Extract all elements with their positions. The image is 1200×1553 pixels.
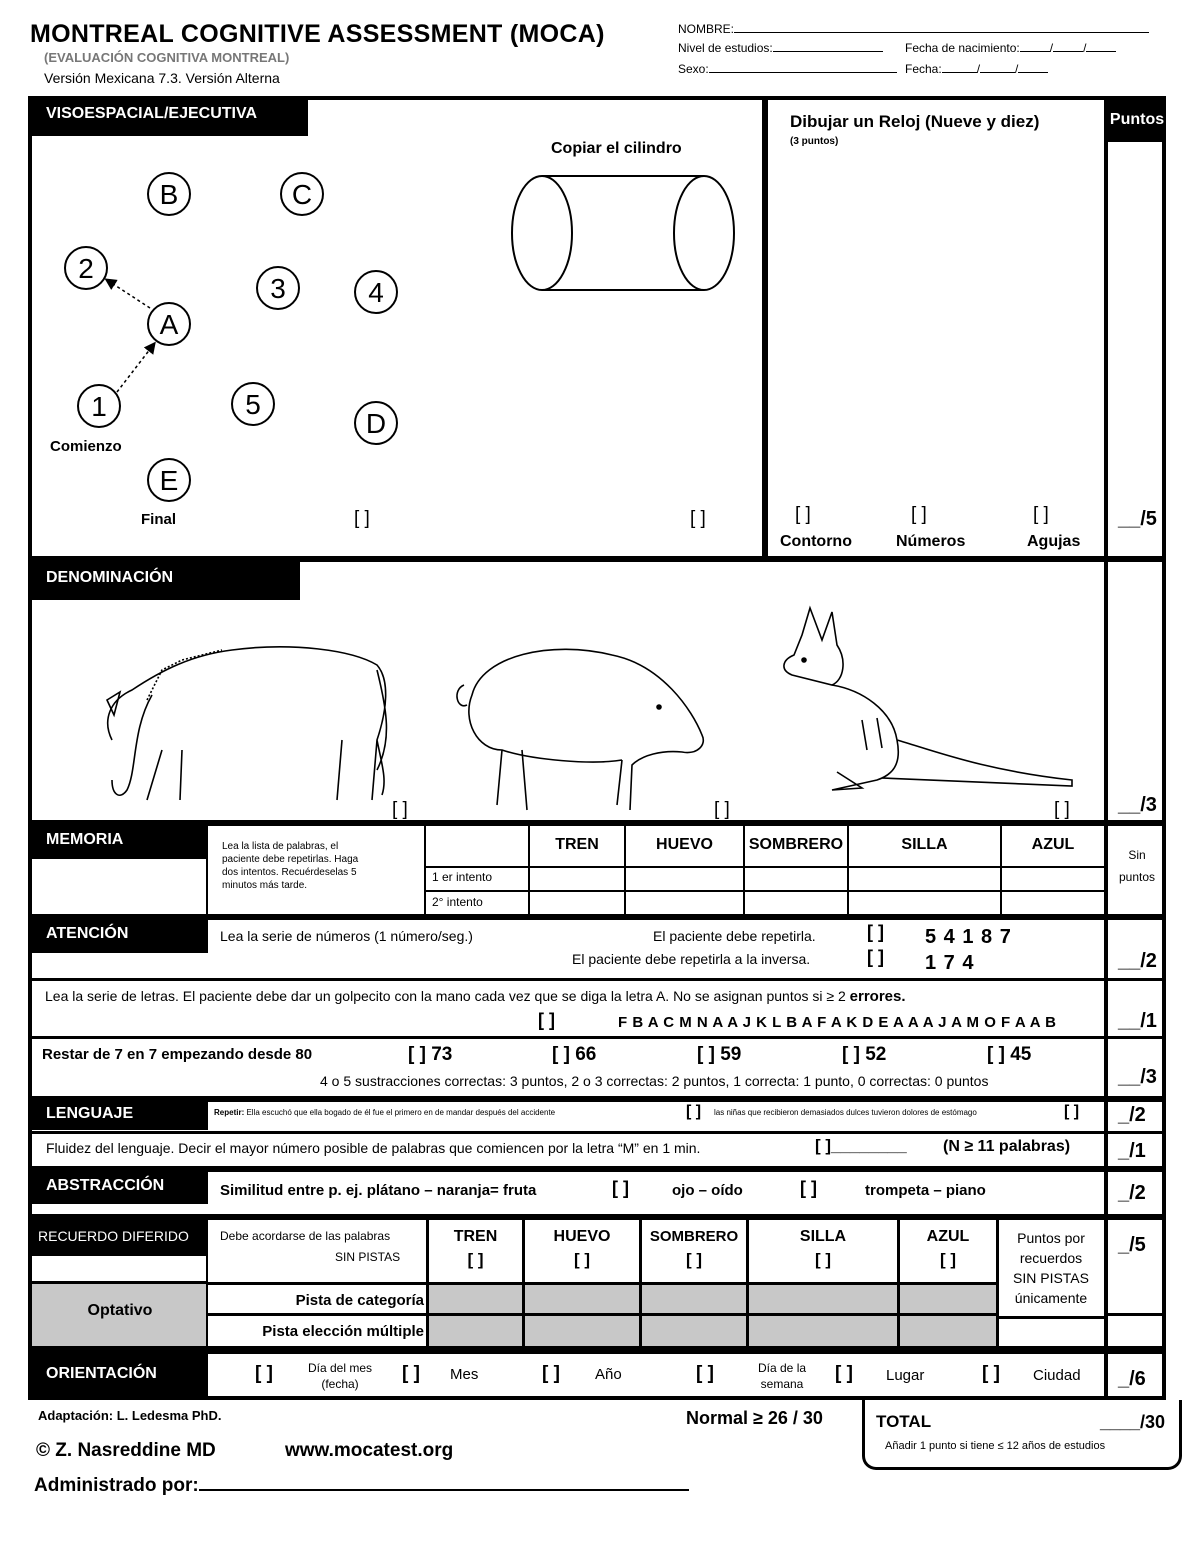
word-tren: TREN	[555, 836, 599, 853]
divider	[1108, 556, 1166, 562]
section-denominacion: DENOMINACIÓN	[32, 562, 300, 600]
word-huevo: HUEVO	[656, 836, 713, 853]
divider	[32, 1131, 1104, 1134]
serial-45[interactable]: [ ] 45	[987, 1044, 1032, 1065]
name-label: NOMBRE:	[678, 22, 735, 36]
ojo-oido: ojo – oído	[672, 1182, 743, 1199]
name-field[interactable]	[678, 22, 1149, 36]
divider	[998, 1316, 1104, 1319]
orient-lugar-bracket[interactable]: [ ]	[835, 1363, 853, 1384]
recuerdo-blank	[32, 1256, 208, 1284]
orient-ano-bracket[interactable]: [ ]	[542, 1363, 560, 1384]
birthdate-field[interactable]: Fecha de nacimiento: / /	[905, 41, 1116, 55]
clock-subtitle: (3 puntos)	[790, 136, 839, 147]
restar-label: Restar de 7 en 7 empezando desde 80	[42, 1046, 313, 1063]
fluidez-label: Fluidez del lenguaje. Decir el mayor número posible de palabras que comiencen por la letra “M” en 1 min.	[46, 1140, 701, 1156]
fluidez-n: (N ≥ 11 palabras)	[943, 1138, 1071, 1155]
contorno-bracket[interactable]: [ ]	[795, 504, 811, 525]
atencion-score-3[interactable]: __/3	[1118, 1066, 1157, 1088]
memoria-blank	[32, 859, 208, 914]
divider	[32, 978, 1104, 981]
section-visuoespacial: VISOESPACIAL/EJECUTIVA	[32, 100, 308, 136]
section-abstraccion: ABSTRACCIÓN	[32, 1172, 208, 1204]
recuerdo-grid	[208, 1220, 998, 1346]
trail-making-area	[32, 136, 762, 556]
cylinder-label: Copiar el cilindro	[551, 140, 682, 157]
optativo-label: Optativo	[87, 1302, 153, 1319]
divider	[1108, 1166, 1166, 1172]
puntos-header: Puntos	[1108, 96, 1166, 142]
orient-dia-label: Día del mes (fecha)	[308, 1361, 373, 1391]
total-label: TOTAL	[876, 1412, 932, 1431]
divider	[1108, 1313, 1166, 1316]
puntos-label: puntos	[1118, 870, 1156, 884]
comienzo-label: Comienzo	[50, 438, 122, 455]
intento2-label: 2° intento	[432, 895, 483, 909]
clock-divider	[762, 100, 768, 558]
page-subtitle: (EVALUACIÓN COGNITIVA MONTREAL)	[44, 50, 290, 65]
page-title: MONTREAL COGNITIVE ASSESSMENT (MOCA)	[30, 20, 605, 48]
clock-title: Dibujar un Reloj (Nueve y diez)	[790, 112, 1040, 131]
recuerdo-instr-1: Debe acordarse de las palabras	[220, 1229, 391, 1243]
lenguaje-score-2[interactable]: _/1	[1118, 1140, 1146, 1162]
letras-bracket[interactable]: [ ]	[538, 1010, 555, 1030]
abstraccion-score[interactable]: _/2	[1118, 1182, 1146, 1204]
denom-score[interactable]: __/3	[1118, 794, 1157, 816]
lea-numeros: Lea la serie de números (1 número/seg.)	[220, 928, 473, 944]
trail-node-1: 1	[91, 391, 107, 422]
recall-word-huevo: HUEVO	[553, 1228, 611, 1245]
trail-arrow-a-2	[107, 280, 150, 308]
pista-multiple-label: Pista elección múltiple	[262, 1323, 424, 1340]
sin-label: Sin	[1128, 848, 1146, 862]
pig-drawing	[457, 649, 703, 810]
divider	[1108, 978, 1166, 981]
trail-node-5: 5	[245, 389, 261, 420]
recall-bracket-azul[interactable]: [ ]	[939, 1250, 957, 1269]
adaptacion-label: Adaptación: L. Ledesma PhD.	[38, 1408, 222, 1423]
digits-bwd-bracket[interactable]: [ ]	[867, 947, 884, 967]
similitud-example: Similitud entre p. ej. plátano – naranja= fruta	[220, 1182, 537, 1199]
date-field[interactable]: Fecha: / /	[905, 62, 1048, 76]
recall-word-tren: TREN	[453, 1228, 498, 1245]
cylinder-drawing	[512, 176, 734, 290]
trompeta-piano: trompeta – piano	[865, 1182, 986, 1199]
repetir-label: El paciente debe repetirla.	[653, 928, 816, 944]
trail-node-3: 3	[270, 273, 286, 304]
birthdate-label: Fecha de nacimiento:	[905, 41, 1020, 55]
memoria-table	[426, 826, 1104, 914]
memoria-instructions: Lea la lista de palabras, el paciente debe repetirlas. Haga dos intentos. Recuérdeselas 5 minutos más tarde.	[208, 826, 426, 914]
section-atencion: ATENCIÓN	[32, 920, 208, 953]
education-label: Nivel de estudios:	[678, 41, 773, 55]
divider	[1108, 1131, 1166, 1134]
recuerdo-instr-2: SIN PISTAS	[335, 1250, 401, 1264]
numeros-label: Números	[896, 533, 966, 550]
trail-node-e: E	[159, 465, 179, 496]
letras-series: F B A C M N A A J K L B A F A K D E A A A J A M O F A A B	[618, 1014, 1057, 1031]
recall-bracket-sombrero[interactable]: [ ]	[685, 1250, 703, 1269]
points-divider	[1104, 96, 1108, 1400]
sex-field[interactable]	[678, 62, 897, 76]
orient-mes-label: Mes	[450, 1366, 479, 1383]
orient-ciudad-bracket[interactable]: [ ]	[982, 1363, 1000, 1384]
kangaroo-drawing	[784, 608, 1072, 790]
repetir-inversa-label: El paciente debe repetirla a la inversa.	[572, 951, 811, 967]
trompeta-bracket[interactable]: [ ]	[800, 1178, 817, 1198]
education-field[interactable]	[678, 41, 883, 55]
pig-score-bracket[interactable]: [ ]	[714, 799, 730, 820]
sex-label: Sexo:	[678, 62, 709, 76]
recuerdo-score[interactable]: _/5	[1118, 1234, 1146, 1256]
date-label: Fecha:	[905, 62, 942, 76]
trail-node-b: B	[159, 179, 179, 210]
agujas-label: Agujas	[1027, 533, 1081, 550]
frase1-bracket[interactable]: [ ]	[686, 1103, 702, 1120]
ojo-bracket[interactable]: [ ]	[612, 1178, 629, 1198]
copyright: © Z. Nasreddine MD	[36, 1440, 216, 1461]
total-score[interactable]: ____/30	[1100, 1412, 1166, 1432]
orient-ano-label: Año	[595, 1366, 622, 1383]
section-recuerdo: RECUERDO DIFERIDO	[32, 1220, 208, 1256]
trail-arrow-1-a	[117, 344, 154, 392]
recall-bracket-tren[interactable]: [ ]	[467, 1250, 484, 1269]
serial-52[interactable]: [ ] 52	[842, 1044, 887, 1065]
normal-cutoff: Normal ≥ 26 / 30	[686, 1408, 823, 1428]
digits-backward: 1 7 4	[925, 952, 975, 974]
atencion-score-2[interactable]: __/1	[1118, 1010, 1157, 1032]
kangaroo-score-bracket[interactable]: [ ]	[1054, 799, 1070, 820]
orient-dia-bracket[interactable]: [ ]	[255, 1363, 273, 1384]
serial-73[interactable]: [ ] 73	[408, 1044, 453, 1065]
atencion-score-1[interactable]: __/2	[1118, 950, 1157, 972]
recall-word-sombrero: SOMBRERO	[649, 1228, 739, 1245]
administrado-field[interactable]: Administrado por:	[34, 1475, 689, 1497]
version-label: Versión Mexicana 7.3. Versión Alterna	[44, 70, 280, 86]
trail-node-4: 4	[368, 277, 384, 308]
divider	[32, 1346, 1104, 1354]
serial-59[interactable]: [ ] 59	[697, 1044, 742, 1065]
serial-66[interactable]: [ ] 66	[552, 1044, 597, 1065]
fluidez-input[interactable]: [ ]________	[815, 1136, 907, 1155]
recall-word-silla: SILLA	[799, 1228, 847, 1245]
divider	[1108, 1214, 1166, 1220]
lenguaje-score-1[interactable]: _/2	[1118, 1104, 1146, 1126]
section-lenguaje: LENGUAJE	[32, 1102, 208, 1130]
final-label: Final	[141, 511, 177, 528]
orientacion-score[interactable]: _/6	[1118, 1368, 1146, 1390]
donkey-score-bracket[interactable]: [ ]	[392, 799, 408, 820]
repetir-frases: Repetir: Ella escuchó que ella bogado de él fue el primero en de mandar después del accidente	[214, 1108, 556, 1117]
cylinder-score-bracket[interactable]: [ ]	[690, 508, 706, 529]
word-sombrero: SOMBRERO	[748, 836, 844, 853]
naming-animals	[32, 600, 1104, 820]
divider	[32, 1036, 1104, 1039]
orient-semana-label: Día de la semana	[758, 1361, 807, 1391]
word-azul: AZUL	[1031, 836, 1075, 853]
digits-forward: 5 4 1 8 7	[925, 926, 1012, 948]
anadir-note: Añadir 1 punto si tiene ≤ 12 años de estudios	[885, 1440, 1106, 1452]
numeros-bracket[interactable]: [ ]	[911, 504, 927, 525]
recall-bracket-silla[interactable]: [ ]	[814, 1250, 832, 1269]
orient-ciudad-label: Ciudad	[1033, 1367, 1081, 1384]
intento1-label: 1 er intento	[432, 870, 493, 884]
letras-instructions: Lea la serie de letras. El paciente debe dar un golpecito con la mano cada vez que se diga la letra A. No se asignan puntos si ≥ 2 errores.	[45, 988, 906, 1005]
orient-semana-bracket[interactable]: [ ]	[696, 1363, 714, 1384]
trail-score-bracket[interactable]: [ ]	[354, 508, 370, 529]
trail-node-c: C	[291, 179, 313, 210]
section-orientacion: ORIENTACIÓN	[32, 1354, 208, 1396]
recall-word-azul: AZUL	[926, 1228, 970, 1245]
agujas-bracket[interactable]: [ ]	[1033, 504, 1049, 525]
divider	[1108, 820, 1166, 826]
trail-node-2: 2	[78, 253, 94, 284]
word-silla: SILLA	[901, 836, 948, 853]
trail-node-d: D	[365, 408, 387, 439]
restar-points: 4 o 5 sustracciones correctas: 3 puntos, 2 o 3 correctas: 2 puntos, 1 correcta: 1 punto, 0 correctas: 0 puntos	[320, 1073, 989, 1089]
orient-lugar-label: Lugar	[886, 1367, 925, 1384]
divider	[1108, 1096, 1166, 1102]
divider	[1108, 1346, 1166, 1354]
section-memoria: MEMORIA	[32, 826, 208, 859]
visuo-score[interactable]: __/5	[1118, 508, 1157, 530]
trail-node-a: A	[159, 309, 179, 340]
orient-mes-bracket[interactable]: [ ]	[402, 1363, 420, 1384]
divider	[1108, 1036, 1166, 1039]
recuerdo-puntos-note: Puntos por recuerdos SIN PISTAS únicamente	[1013, 1230, 1089, 1306]
pista-categoria-label: Pista de categoría	[295, 1292, 424, 1309]
total-box	[862, 1400, 1182, 1470]
divider	[1108, 914, 1166, 920]
frase2-bracket[interactable]: [ ]	[1064, 1103, 1080, 1120]
donkey-drawing	[107, 647, 386, 800]
digits-fwd-bracket[interactable]: [ ]	[867, 922, 884, 942]
website-link[interactable]: www.mocatest.org	[285, 1440, 454, 1461]
recall-bracket-huevo[interactable]: [ ]	[573, 1250, 591, 1269]
contorno-label: Contorno	[780, 533, 852, 550]
frase2: las niñas que recibieron demasiados dulces tuvieron dolores de estómago	[714, 1108, 977, 1117]
